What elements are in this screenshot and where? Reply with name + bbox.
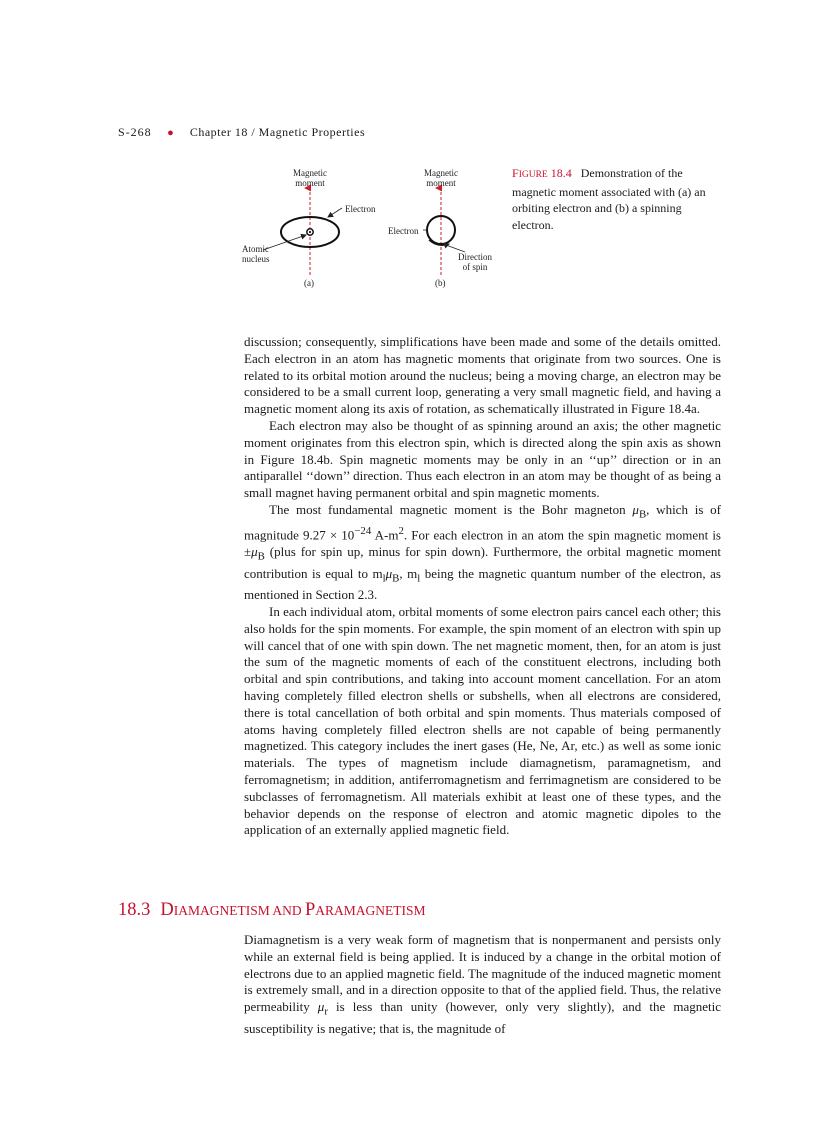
text-span: . For each electron in an atom the spin magnetic moment is ± [244, 527, 721, 560]
direction-of-spin-label [458, 252, 492, 272]
figure-18-4 [232, 160, 512, 295]
header-bullet-icon: ● [167, 127, 175, 139]
subscript-b: B [392, 572, 400, 585]
panel-a-sublabel: (a) [304, 278, 314, 288]
spin-label-line2: of spin [462, 262, 488, 272]
text-span: (plus for spin up, minus for spin down). Furthermore, the orbital magnetic moment contribution is equal to m [244, 544, 721, 581]
electron-pointer-a [328, 208, 342, 217]
subscript-l: l [417, 572, 421, 585]
text-span: is less than unity (however, only very slightly), and the magnetic susceptibility is negative; that is, the magnitude of [244, 999, 721, 1036]
moment-label-b-line2: moment [426, 178, 456, 188]
spin-label-line1: Direction [458, 252, 492, 262]
section-heading [118, 900, 426, 921]
section-number: 18.3 [118, 900, 151, 920]
text-span: Diamagnetism is a very weak form of magnetism that is nonpermanent and persists only while an external field is being applied. It is induced by a change in the orbital motion of electrons due to an applied magnetic field. The magnitude of the induced magnetic moment is extremely small, and in a direction opposite to that of the applied field. Thus, the relative permeability [244, 932, 721, 1015]
subscript-b: B [638, 508, 647, 521]
electron-label-a: Electron [345, 204, 376, 214]
caption-text: Demonstration of the magnetic moment associated with (a) an orbiting electron and (b) a spinning electron. [512, 166, 706, 232]
mu-symbol: μ [632, 501, 639, 517]
subscript-l: l [382, 572, 386, 585]
section-title-part: ARAMAGNETISM [315, 903, 426, 918]
magnetic-moment-label-b [421, 168, 461, 188]
figure-diagram [232, 160, 512, 295]
continued-body-text [244, 334, 721, 839]
nucleus-label-line1: Atomic [242, 244, 269, 254]
subscript-b: B [257, 551, 265, 564]
text-span: , m [399, 565, 418, 581]
moment-label-a-line1: Magnetic [293, 168, 327, 178]
exponent: −24 [354, 525, 372, 538]
figure-number: 18.4 [550, 166, 572, 180]
section-title-initial: D [160, 900, 174, 920]
paragraph: Each electron may also be thought of as spinning around an axis; the other magnetic moment originates from this electron spin, which is directed along the spin axis as shown in Figure 18.4b. Spin magnetic moments may be only in an ‘‘up’’ direction or in an antiparallel ‘‘down’’ direction. Thus each electron in an atom may be thought of as being a small magnet having permanent orbital and spin magnetic moments. [244, 417, 721, 501]
magnetic-moment-label-a [290, 168, 330, 188]
nucleus-label-line2: nucleus [242, 254, 270, 264]
orbiting-electron [309, 231, 311, 233]
paragraph: In each individual atom, orbital moments of some electron pairs cancel each other; this also holds for the spin moments. For example, the spin moment of an electron with spin up will cancel that of one with spin down. The net magnetic moment, then, for an atom is just the sum of the magnetic moments of each of the constituent electrons, including both orbital and spin contributions, and taking into account moment cancellation. For an atom having completely filled electron shells or subshells, when all electrons are considered, there is total cancellation of both orbital and spin moments. Thus materials composed of atoms having completely filled electron shells are not capable of being permanently magnetized. This category includes the inert gases (He, Ne, Ar, etc.) as well as some ionic materials. The types of magnetism include diamagnetism, paramagnetism, and ferromagnetism; in addition, antiferromagnetism and ferrimagnetism are considered to be subclasses of ferromagnetism. All materials exhibit at least one of these types, and the behavior depends on the response of electron and atomic magnetic dipoles to the application of an externally applied magnetic field. [244, 604, 721, 838]
mu-symbol: μ [317, 999, 325, 1015]
chapter-title: Chapter 18 / Magnetic Properties [189, 125, 366, 139]
spin-pointer [446, 245, 465, 252]
text-span: being the magnetic quantum number of the electron, as mentioned in Section 2.3. [244, 565, 721, 603]
atomic-nucleus-label [242, 244, 270, 264]
mu-symbol: μ [251, 544, 258, 560]
text-span: , which is of magnitude 9.27 × 10 [244, 501, 721, 543]
squared-exponent: 2 [398, 525, 404, 538]
section-body-text [244, 932, 721, 1037]
electron-label-b: Electron [388, 226, 419, 236]
paragraph-bohr-magneton [244, 502, 721, 604]
moment-label-b-line1: Magnetic [424, 168, 458, 178]
panel-b-sublabel: (b) [435, 278, 446, 288]
figure-label-rest: IGURE [518, 170, 548, 180]
section-title-part: IAMAGNETISM AND [173, 903, 305, 918]
paragraph: discussion; consequently, simplifications have been made and some of the details omitted. Each electron in an atom has magnetic moments that originate from two sources. One is related to its orbital motion around the nucleus; being a moving charge, an electron may be considered to be a small current loop, generating a very small magnetic field, and having a magnetic moment along its axis of rotation, as schematically illustrated in Figure 18.4a. [244, 334, 721, 417]
running-header [118, 125, 365, 140]
figure-label-initial: F [512, 166, 519, 180]
page-number: S-268 [118, 125, 152, 139]
paragraph-diamagnetism [244, 932, 721, 1037]
figure-label [512, 166, 572, 180]
subscript-r: r [324, 1005, 328, 1018]
mu-symbol: μ [385, 565, 393, 581]
text-span: A-m [371, 527, 399, 543]
moment-label-a-line2: moment [295, 178, 325, 188]
figure-caption [512, 165, 724, 233]
text-span: The most fundamental magnetic moment is the Bohr magneton [269, 501, 633, 517]
section-title-initial: P [305, 900, 316, 920]
